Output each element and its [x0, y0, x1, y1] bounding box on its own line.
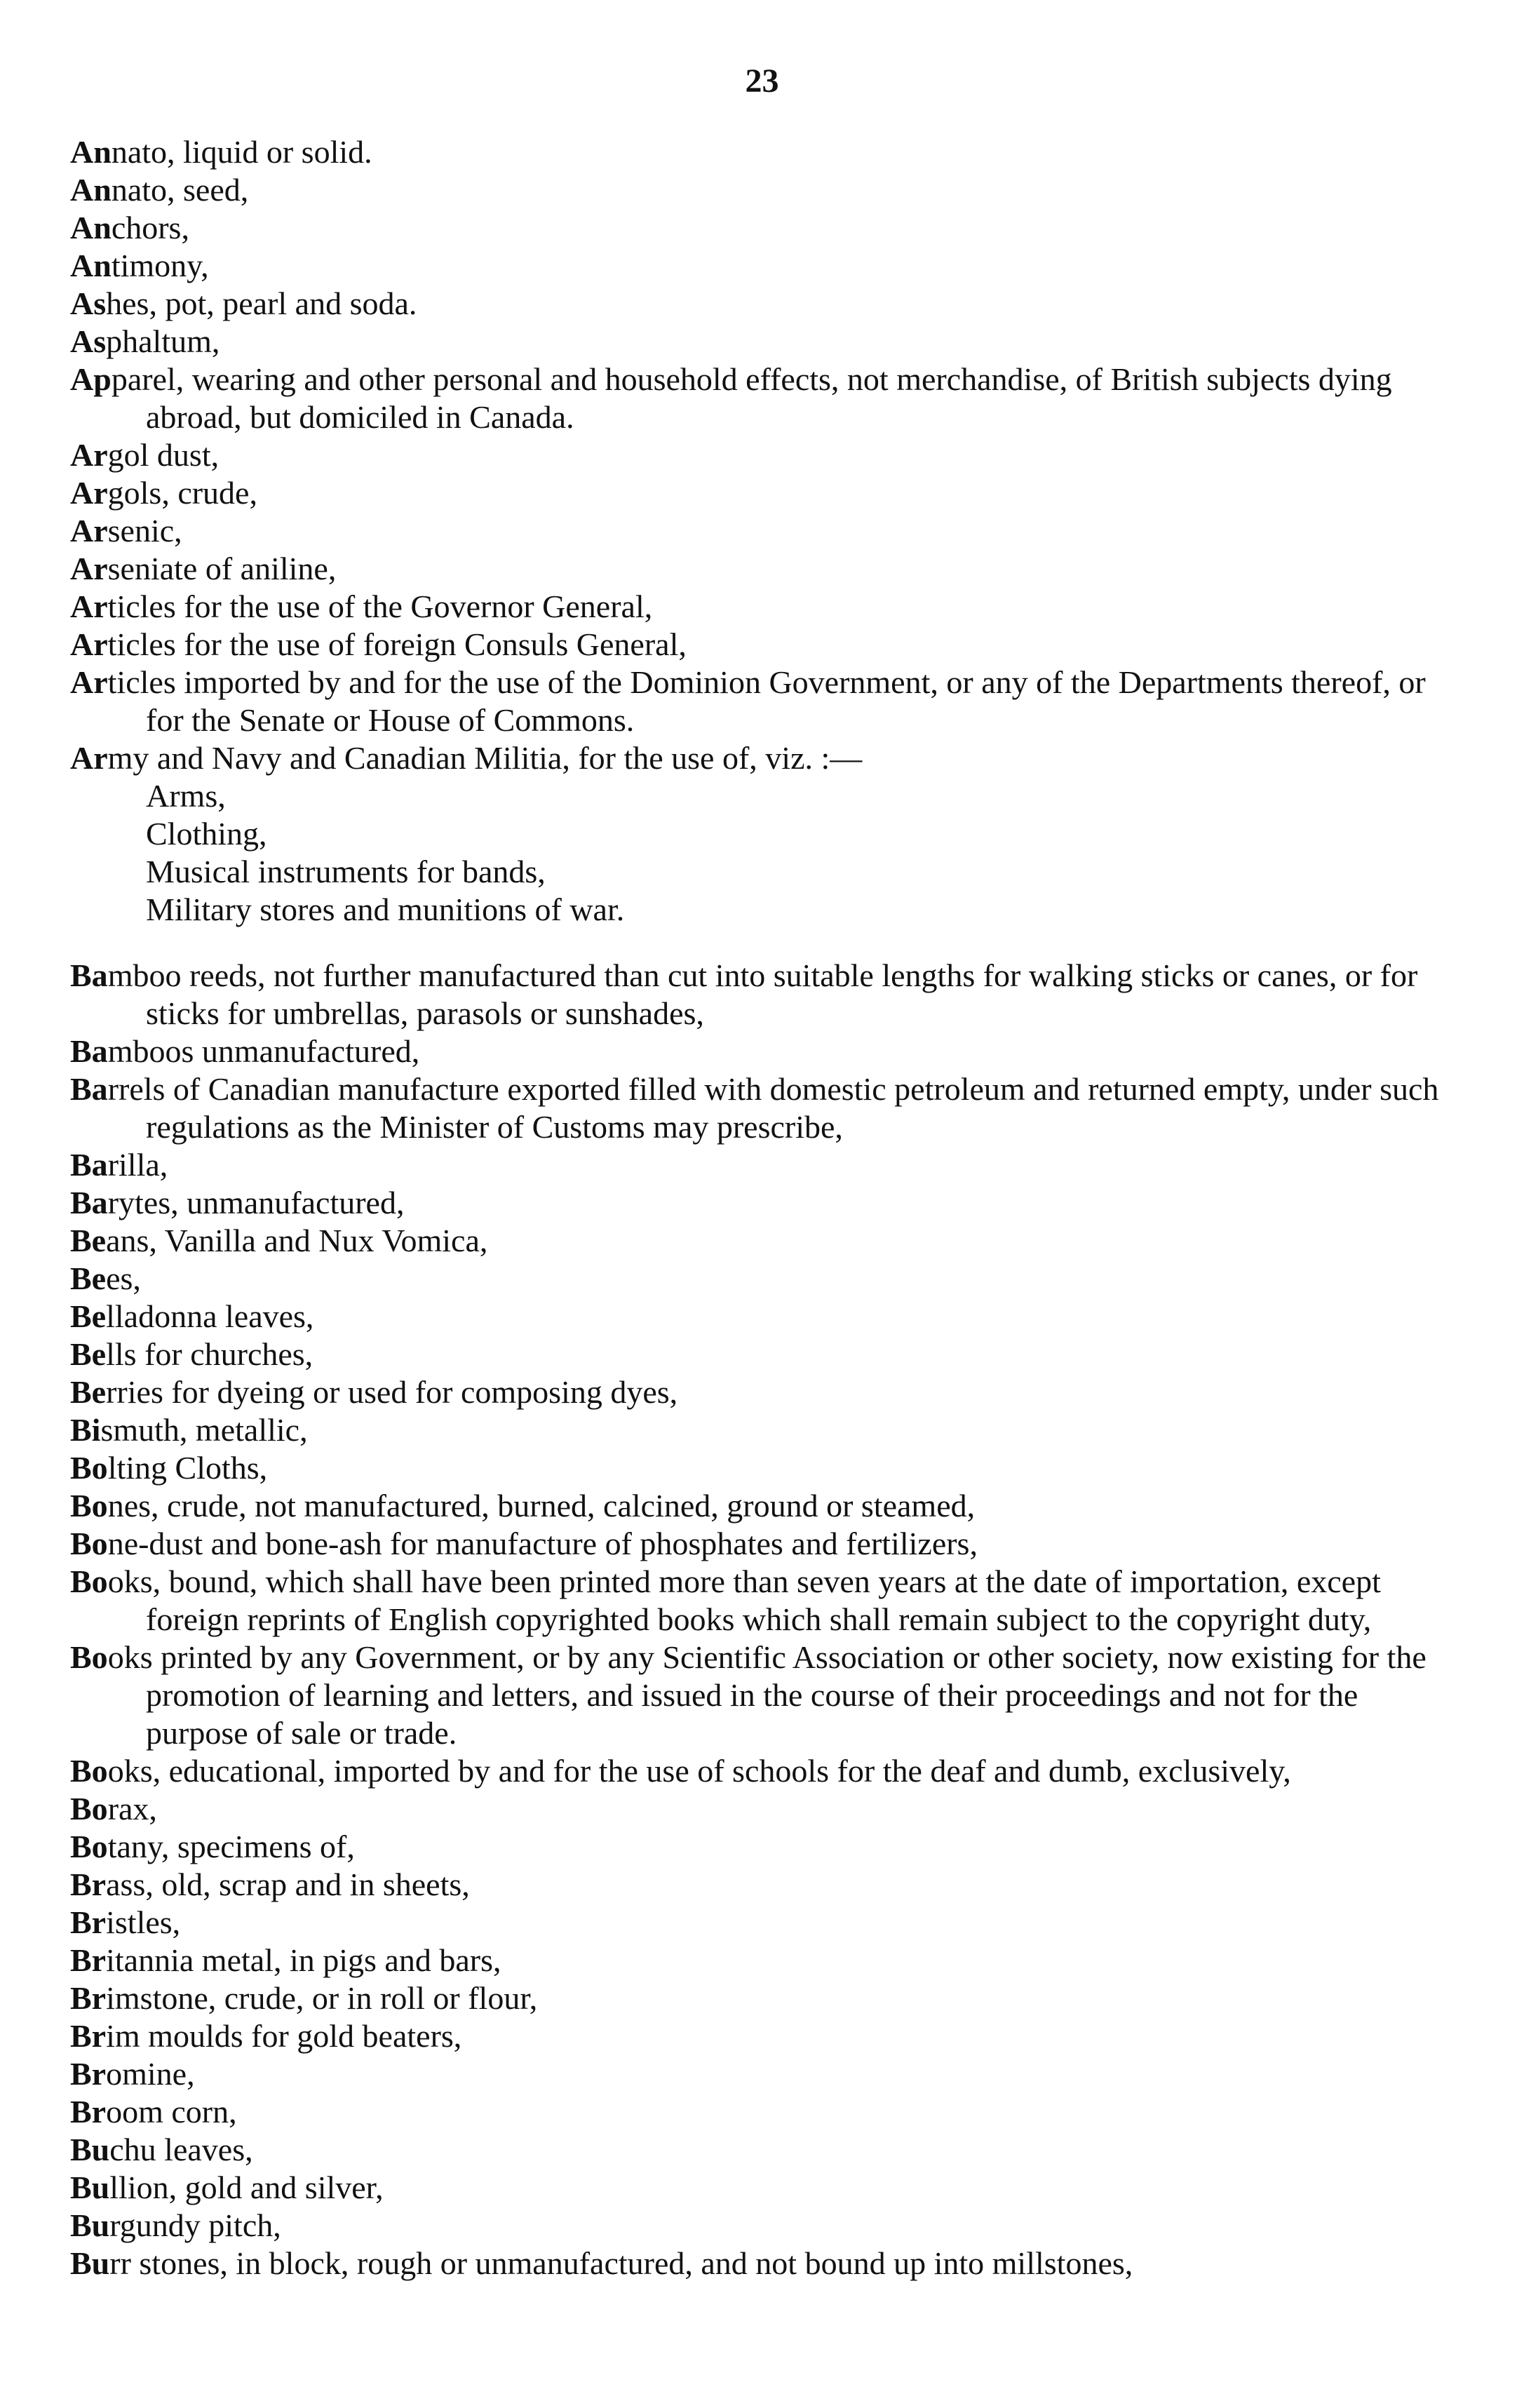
entry-initial: Ar: [70, 664, 108, 700]
entry-initial: Br: [70, 1904, 107, 1940]
entry-initial: Ar: [70, 437, 108, 473]
entry-initial: Ap: [70, 361, 112, 397]
list-item: [70, 474, 1445, 512]
entry-initial: Bu: [70, 2132, 110, 2167]
list-item: [70, 550, 1445, 588]
entry-initial: Be: [70, 1374, 107, 1410]
list-item: [70, 1790, 1445, 1828]
entry-initial: An: [70, 134, 112, 170]
entry-initial: Ar: [70, 588, 108, 624]
entry-initial: Br: [70, 1980, 107, 2016]
entry-initial: Ar: [70, 475, 108, 511]
list-item: [70, 2169, 1445, 2207]
entry-initial: Ar: [70, 626, 108, 662]
entry-text: lls for churches,: [106, 1336, 313, 1372]
entry-text: oom corn,: [106, 2094, 237, 2130]
entry-text: rries for dyeing or used for composing dyes,: [106, 1374, 678, 1410]
section-a-entries: [70, 133, 1445, 777]
entry-initial: As: [70, 323, 107, 359]
list-item: [70, 1298, 1445, 1336]
entry-text: ticles for the use of foreign Consuls General,: [107, 626, 687, 662]
entry-text: smuth, metallic,: [100, 1412, 308, 1448]
list-item: [70, 957, 1445, 1033]
entry-initial: Bo: [70, 1450, 108, 1486]
entry-initial: Be: [70, 1298, 107, 1334]
list-item: [70, 1070, 1445, 1146]
list-item: [70, 1487, 1445, 1525]
entry-initial: Bo: [70, 1526, 108, 1561]
entry-initial: An: [70, 172, 112, 208]
list-item: [70, 361, 1445, 436]
list-item: [70, 171, 1445, 209]
list-item: [70, 2245, 1445, 2282]
entry-initial: Br: [70, 2056, 107, 2092]
list-item: [70, 2017, 1445, 2055]
list-item: [70, 1563, 1445, 1639]
entry-text: lladonna leaves,: [106, 1298, 314, 1334]
entry-text: gols, crude,: [107, 475, 257, 511]
entry-initial: An: [70, 210, 112, 245]
entry-text: omine,: [106, 2056, 195, 2092]
list-item: [70, 285, 1445, 323]
entry-initial: Be: [70, 1336, 107, 1372]
list-item: [70, 323, 1445, 361]
list-item: [70, 1525, 1445, 1563]
sub-item: Arms,: [146, 778, 226, 814]
entry-text: mboos unmanufactured,: [107, 1033, 420, 1069]
list-item: [70, 209, 1445, 247]
list-item: [70, 133, 1445, 171]
entry-initial: Br: [70, 1866, 107, 1902]
section-a: [70, 133, 1445, 929]
entry-initial: Bo: [70, 1488, 108, 1524]
entry-text: llion, gold and silver,: [109, 2170, 384, 2205]
entry-text: phaltum,: [106, 323, 220, 359]
free-list: [70, 133, 1445, 2282]
list-item: [70, 2093, 1445, 2131]
entry-text: nes, crude, not manufactured, burned, calcined, ground or steamed,: [107, 1488, 976, 1524]
entry-initial: Be: [70, 1223, 107, 1258]
section-a-sub-items: [70, 777, 1445, 929]
entry-text: senic,: [107, 513, 182, 549]
entry-initial: Ar: [70, 740, 108, 776]
entry-initial: Br: [70, 2094, 107, 2130]
entry-initial: Bu: [70, 2245, 110, 2281]
list-item: [70, 739, 1445, 777]
entry-text: gol dust,: [107, 437, 220, 473]
list-item: [70, 1222, 1445, 1260]
entry-text: nato, liquid or solid.: [111, 134, 372, 170]
entry-text: rax,: [107, 1791, 157, 1827]
entry-text: mboo reeds, not further manufactured than cut into suitable lengths for walking sticks or canes, or for sticks for umbrellas, parasols or sunshades,: [107, 957, 1418, 1031]
entry-text: ass, old, scrap and in sheets,: [106, 1866, 470, 1902]
entry-initial: Bu: [70, 2207, 110, 2243]
list-item: [70, 1146, 1445, 1184]
list-item: [70, 512, 1445, 550]
entry-text: im moulds for gold beaters,: [106, 2018, 462, 2054]
entry-initial: Ar: [70, 513, 108, 549]
entry-text: timony,: [111, 248, 209, 283]
entry-text: ticles imported by and for the use of the Dominion Government, or any of the Departments thereof, or for the Senate or House of Commons.: [107, 664, 1426, 738]
list-item: [70, 1033, 1445, 1070]
list-item: [70, 436, 1445, 474]
list-item: [70, 588, 1445, 626]
entry-initial: As: [70, 285, 107, 321]
entry-initial: Be: [70, 1260, 107, 1296]
list-item: [70, 1639, 1445, 1752]
entry-initial: Bu: [70, 2170, 110, 2205]
list-item: [70, 664, 1445, 739]
entry-initial: Bo: [70, 1791, 108, 1827]
entry-text: parel, wearing and other personal and household effects, not merchandise, of British subjects dying abroad, but domiciled in Canada.: [111, 361, 1392, 435]
list-item: [70, 626, 1445, 664]
entry-initial: An: [70, 248, 112, 283]
entry-text: tany, specimens of,: [107, 1829, 355, 1864]
entry-text: seniate of aniline,: [107, 551, 337, 586]
entry-text: ticles for the use of the Governor General,: [107, 588, 653, 624]
entry-text: oks, bound, which shall have been printed more than seven years at the date of importation, except foreign reprints of English copyrighted books which shall remain subject to the copyright duty,: [107, 1563, 1381, 1637]
list-item: [70, 2131, 1445, 2169]
list-item: [70, 1979, 1445, 2017]
entry-text: istles,: [106, 1904, 181, 1940]
entry-text: chu leaves,: [109, 2132, 253, 2167]
list-item: [70, 1411, 1445, 1449]
entry-initial: Bo: [70, 1753, 108, 1789]
list-item: [70, 1752, 1445, 1790]
entry-initial: Br: [70, 2018, 107, 2054]
entry-text: oks printed by any Government, or by any Scientific Association or other society, now existing for the promotion of learning and letters, and issued in the course of their proceedings and not for the purpose of sale or trade.: [107, 1639, 1427, 1751]
list-item: [70, 1904, 1445, 1942]
entry-initial: Ba: [70, 1185, 108, 1220]
entry-text: es,: [106, 1260, 141, 1296]
entry-text: nato, seed,: [111, 172, 249, 208]
sub-item: Clothing,: [146, 816, 267, 852]
list-item: [70, 1449, 1445, 1487]
entry-text: rilla,: [107, 1147, 168, 1183]
entry-text: ne-dust and bone-ash for manufacture of phosphates and fertilizers,: [107, 1526, 978, 1561]
entry-initial: Ba: [70, 957, 108, 993]
section-divider: [70, 929, 1445, 957]
entry-initial: Bo: [70, 1563, 108, 1599]
list-item: [70, 2207, 1445, 2245]
entry-text: chors,: [111, 210, 189, 245]
list-item: [70, 1866, 1445, 1904]
entry-text: ans, Vanilla and Nux Vomica,: [106, 1223, 488, 1258]
entry-initial: Ar: [70, 551, 108, 586]
entry-initial: Br: [70, 1942, 107, 1978]
entry-initial: Bo: [70, 1639, 108, 1675]
entry-initial: Ba: [70, 1147, 108, 1183]
entry-text: hes, pot, pearl and soda.: [106, 285, 417, 321]
entry-text: rytes, unmanufactured,: [107, 1185, 405, 1220]
list-item: [70, 1184, 1445, 1222]
sub-item: Military stores and munitions of war.: [146, 892, 625, 927]
list-item: [70, 1260, 1445, 1298]
entry-text: oks, educational, imported by and for the use of schools for the deaf and dumb, exclusively,: [107, 1753, 1291, 1789]
entry-text: rr stones, in block, rough or unmanufactured, and not bound up into millstones,: [109, 2245, 1133, 2281]
list-item: [70, 1828, 1445, 1866]
sub-item: Musical instruments for bands,: [146, 854, 546, 889]
list-item: [70, 1373, 1445, 1411]
entry-initial: Ba: [70, 1033, 108, 1069]
entry-initial: Ba: [70, 1071, 108, 1107]
entry-text: rrels of Canadian manufacture exported filled with domestic petroleum and returned empty, under such regulations as the Minister of Customs may prescribe,: [107, 1071, 1439, 1145]
list-item: [70, 1942, 1445, 1979]
list-item: [70, 1336, 1445, 1373]
entry-text: imstone, crude, or in roll or flour,: [106, 1980, 538, 2016]
section-b: [70, 957, 1445, 2282]
entry-text: my and Navy and Canadian Militia, for the use of, viz. :—: [107, 740, 863, 776]
entry-text: rgundy pitch,: [109, 2207, 281, 2243]
entry-text: itannia metal, in pigs and bars,: [106, 1942, 501, 1978]
entry-text: lting Cloths,: [107, 1450, 268, 1486]
page-number: 23: [745, 62, 779, 100]
entry-initial: Bi: [70, 1412, 101, 1448]
entry-initial: Bo: [70, 1829, 108, 1864]
section-b-entries: [70, 957, 1445, 2282]
list-item: [70, 247, 1445, 285]
list-item: [70, 2055, 1445, 2093]
